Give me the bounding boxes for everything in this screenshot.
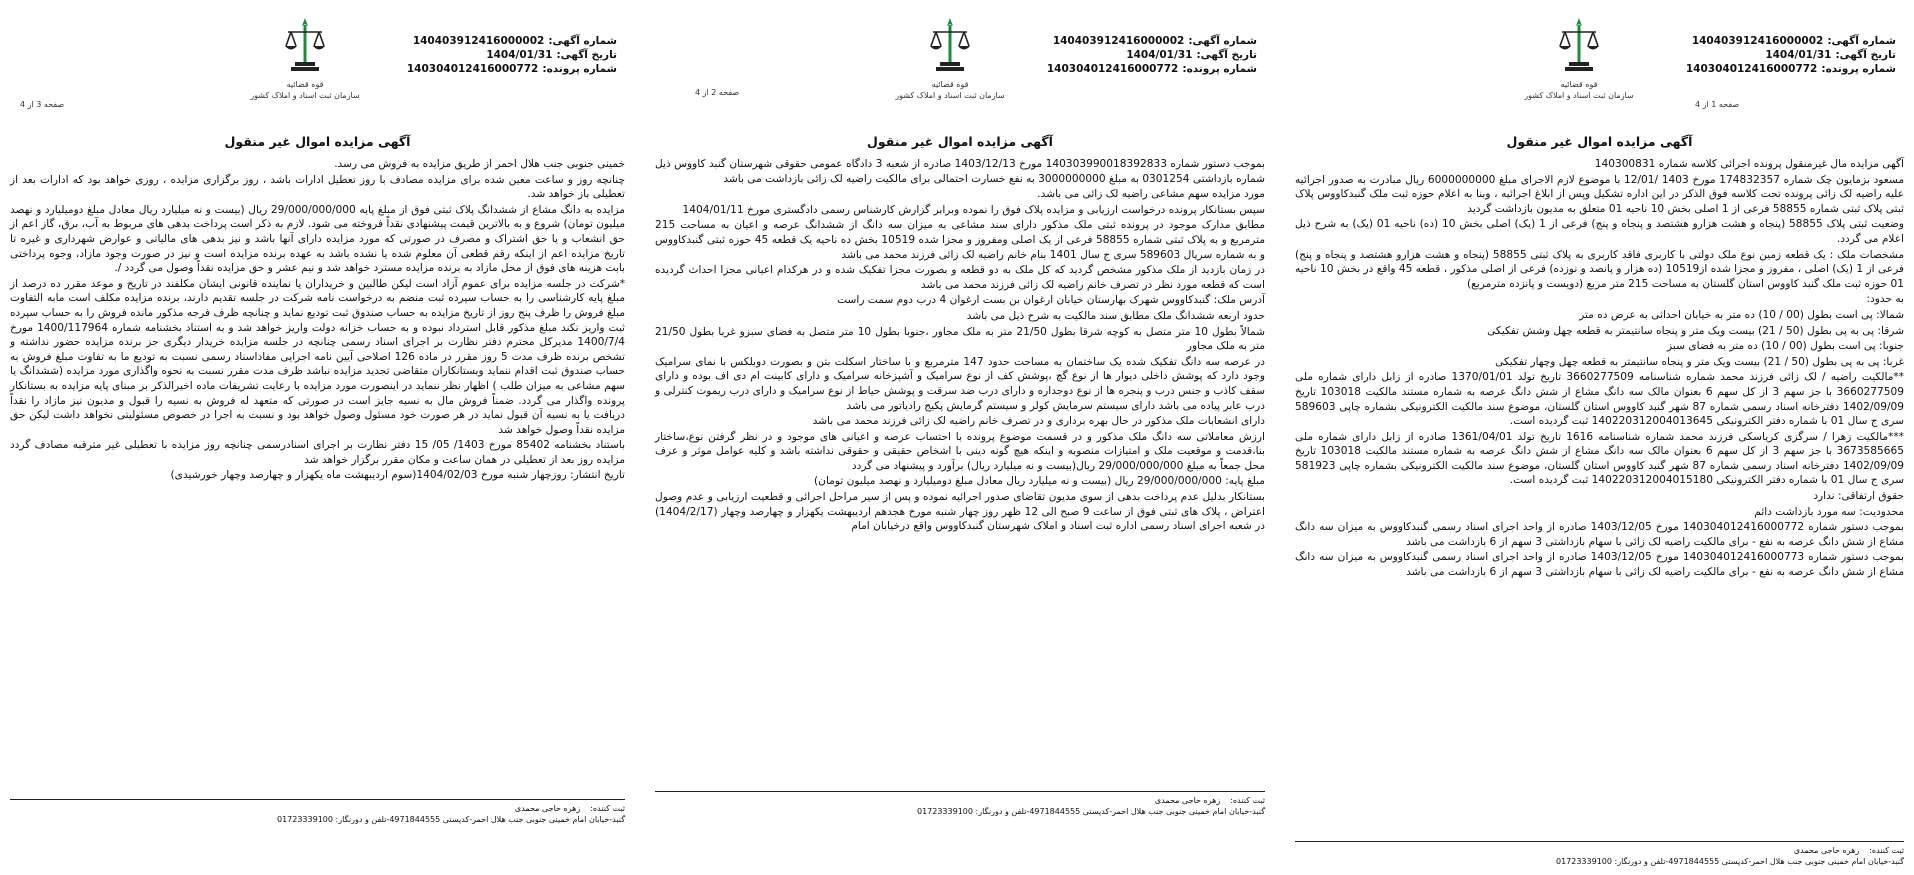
paragraph: محدودیت: سه مورد بازداشت دائم xyxy=(1754,505,1904,518)
page-number: صفحه 1 از 4 xyxy=(1695,100,1740,109)
notice-body xyxy=(10,157,625,483)
emblem-caption: قوه قضائیه xyxy=(931,80,969,89)
emblem-caption: قوه قضائیه xyxy=(286,80,324,89)
emblem-subcaption: سازمان ثبت اسناد و املاک کشور xyxy=(250,91,360,100)
page-3 xyxy=(0,0,635,875)
paragraph: دارای انشعابات ملک مذکور در حال بهره برداری و در تصرف خانم راضیه لک زائی فرزند محمد می باشد xyxy=(812,415,1265,428)
page-footer xyxy=(655,791,1265,817)
file-number-label: شماره پرونده: xyxy=(1182,63,1257,75)
registrar-name: زهره حاجی محمدی xyxy=(1793,846,1860,855)
paragraph: مشخصات ملک : یک قطعه زمین نوع ملک دولتی با کاربری فاقد کاربری به پلاک ثبتی 58855 (پنجاه و هشت هزارو هشتصد و پنجاه و پنج) فرعی از 1 (یک) اصلی ، مفروز و مجزا شده از10519 (ده هزار و پانصد و نوزده) فرعی از اصلی مذکور ، قطعه 45 واقع در بخش 10 ناحیه 01 حوزه ثبت ملک گنبد کاووس استان گلستان به مساحت 215 متر مربع (دویست و پانزده مترمربع) xyxy=(1295,248,1905,290)
page-header xyxy=(655,8,1265,130)
paragraph: در زمان بازدید از ملک مذکور مشخص گردید که کل ملک به دو قطعه و بصورت مجزا تفکیک شده و در هرکدام اعیانی مجزا احداث گردیده است که قطعه مورد نظر در تصرف خانم راضیه لک زائی فرزند محمد می باشد xyxy=(655,264,1265,291)
paragraph: جنوبا: پی است بطول (00 / 10) ده متر به فضای سبز xyxy=(1667,340,1904,353)
ad-meta xyxy=(1686,34,1896,76)
paragraph: آدرس ملک: گنبدکاووس شهرک بهارستان خیابان ارغوان بن بست ارغوان 4 درب دوم سمت راست xyxy=(837,294,1265,307)
paragraph: شمالا: پی است بطول (00 / 10) ده متر به خیابان احداثی به عرض ده متر xyxy=(1579,308,1904,321)
scales-emblem-icon xyxy=(1557,16,1601,78)
registrar-label: ثبت کننده: xyxy=(1230,796,1265,805)
ad-meta xyxy=(407,34,617,76)
paragraph: بستانکار بدلیل عدم پرداخت بدهی از سوی مدیون تقاضای صدور اجرائیه نموده و پس از سیر مراحل اجرائی و قطعیت ارزیابی و عدم وصول اعتراض ، پلاک های ثبتی فوق از ساعت 9 صبح الی 12 ظهر روز چهار شنبه مورخ هجدهم اردیبهشت یکهزار و چهارصد وچهار (1404/2/17) در شعبه اجرای اسناد رسمی اداره ثبت اسناد و املاک شهرستان گنبدکاووس واقع درخیابان امام xyxy=(655,491,1265,533)
file-number: 140304012416000772 xyxy=(1685,63,1818,75)
paragraph: شمالاً بطول 10 متر متصل به کوچه شرقا بطول 21/50 متر به ملک مجاور ،جنوبا بطول 10 متر متصل به فضای سبزو غربا بطول 21/50 متر به ملک مجاور xyxy=(655,325,1265,353)
paragraph: بموجب دستور شماره 140304012416000772 مورخ 1403/12/05 صادره از واحد اجرای اسناد رسمی گنبدکاووس به میزان سه دانگ مشاع از شش دانگ عرصه به نفع - برای مالکیت راضیه لک زائی با سهام بازداشتی 3 سهم از 6 بازداشت می باشد xyxy=(1295,521,1904,548)
ad-date: 1404/01/31 xyxy=(1126,49,1193,61)
page-header xyxy=(1295,8,1904,130)
notice-body xyxy=(1295,157,1904,580)
ad-number-label: شماره آگهی: xyxy=(1827,35,1896,47)
paragraph: به حدود: xyxy=(1866,293,1904,306)
emblem-subcaption: سازمان ثبت اسناد و املاک کشور xyxy=(1524,91,1634,100)
scales-emblem-icon xyxy=(283,16,327,78)
page-footer xyxy=(10,799,625,825)
paragraph: غربا: پی به پی بطول (50 / 21) بیست ویک متر و پنجاه سانتیمتر به قطعه چهل وچهار تفکیکی xyxy=(1495,355,1904,368)
paragraph: **مالکیت راضیه / لک زائی فرزند محمد شماره شناسنامه 3660277509 تاریخ تولد 1370/01/01 صادره از زابل دارای شماره ملی 3660277509 با جز سهم 3 از کل سهم 6 بعنوان مالک سه دانگ مشاع از شش دانگ عرصه به شماره مستند مالکیت 103018 تاریخ 1402/09/09 دفترخانه اسناد رسمی شماره 87 شهر گنبد کاووس استان گلستان، موضوع سند مالکیت الکترونیکی بشماره چاپی 589603 سری ج سال 01 با شماره دفتر الکترونیکی 140220312004013645 ثبت گردیده است. xyxy=(1295,371,1904,428)
paragraph: سپس بستانکار پرونده درخواست ارزیابی و مزایده پلاک فوق را نموده وبرابر گزارش کارشناس رسمی دادگستری مورخ 1404/01/11 xyxy=(682,203,1265,216)
page-footer xyxy=(1295,841,1904,867)
paragraph: مزایده به دانگ مشاع از ششدانگ پلاک ثبتی فوق از مبلغ پایه 29/000/000/000 ریال (بیست و نه میلیارد ریال معادل مبلغ دومیلیارد و نهصد میلیون تومان) شروع و به بالاترین قیمت پیشنهادی نقداً فروخته می شود. لازم به ذکر است پرداخت بدهی های مربوط به آب، برق، گاز اعم از حق انشعاب و یا حق اشتراک و مصرف در صورتی که مورد مزایده دارای آنها باشد و نیز بدهی های مالیاتی و عوارض شهرداری و غیره تا تاریخ مزایده اعم از اینکه رقم قطعی آن معلوم شده یا نشده باشد به عهده برنده مزایده است و نیز در صورت وجود مازاد، وجوه پرداختی بابت هزینه های فوق از محل مازاد به برنده مزایده مسترد خواهد شد و نیم عشر و حق مزایده نقداً وصول می گردد /. xyxy=(10,203,625,275)
emblem-subcaption: سازمان ثبت اسناد و املاک کشور xyxy=(895,91,1005,100)
registrar-name: زهره حاجی محمدی xyxy=(514,804,581,813)
paragraph: ارزش معاملاتی سه دانگ ملک مذکور و در قسمت موضوع پرونده با احتساب عرصه و اعیانی های موجود و در نظر گرفتن نوع،ساختار بنا،قدمت و موقعیت ملک و امتیازات منصوبه و اینکه هیچ گونه دینی با اشخاص حقیقی و حقوقی نداشته باشد و کلیه عوامل موثر و عرف محل جمعاً به مبلغ 29/000/000/000 ریال(بیست و نه میلیارد ریال) برآورد و پیشنهاد می گردد xyxy=(655,430,1265,472)
ad-date: 1404/01/31 xyxy=(1765,49,1832,61)
paragraph: بموجب دستور شماره 140303990018392833 مورخ 1403/12/13 صادره از شعبه 3 دادگاه عمومی حقوقی شهرستان گنبد کاووس ذیل شماره بازداشتی 0301254 به مبلغ 3000000000 به نفع خسارت احتمالی برای مالکیت راضیه لک زائی بازداشت می باشد xyxy=(655,158,1266,185)
notice-title: آگهی مزایده اموال غیر منقول xyxy=(1506,134,1693,149)
paragraph: آگهی مزایده مال غیرمنقول پرونده اجرائی کلاسه شماره 140300831 xyxy=(1594,158,1904,170)
paragraph: تاریخ انتشار: روزچهار شنبه مورخ 1404/02/03(سوم اردیبهشت ماه یکهزار و چهارصد وچهار خورشیدی) xyxy=(170,469,625,482)
paragraph: *شرکت در جلسه مزایده برای عموم آزاد است لیکن طالبین و خریداران یا نماینده قانونی ایشان مکلفند در تاریخ و موعد مقرر ده درصد از مبلغ پایه کارشناسی را به حساب سپرده ثبت منضم به درخواست نامه شرکت در جلسه تقدیم دارند، برنده مزایده مکلف است مابه التفاوت مبلغ فروش را ظرف پنج روز از تاریخ مزایده به حساب صندوق ثبت تودیع نماید و چنانچه ظرف فرجه مذکور مانده فروش را به حساب سپرده ثبت واریز نکند مبلغ مذکور قابل استرداد نبوده و به حساب خزانه دولت واریز خواهد شد و به استناد بخشنامه شماره 1400/117964 مورخ 1400/7/4 مدیرکل محترم دفتر نظارت بر اجرای اسناد رسمی چنانچه در جلسه مزایده خریدار دیگری جز برنده مزایده حضور نداشته و تشخص برنده ظرف مدت 5 روز مقرر در ماده 126 اصلاحی آیین نامه اجرایی مفاداسناد رسمی نسبت به تودیع ما به تفاوت مبلغ فروش به حساب صندوق ثبت اقدام ننماید وبستانکاران متقاضی تجدید مزایده نباشد ظرف مدت مقرر نسبت به نحوه واگذاری مورد مزایده (ششدانگ یا سهم مشاعی به میزان طلب ) اظهار نظر ننماید در اینصورت مورد مزایده با رعایت تشریفات ماده اخیرالذکر بر مبنای پایه مزایده به بستانکار پرونده واگذار می گردد. ضمناً فروش مال به نسیه جایز است در صورتی که متعهد له فروش به نسیه را قبول و مدیون نیز مازاد را نقداً دریافت یا به نسیه آن قبول نماید در هر صورت خود مسئول وصول خواهد بود و نسبت به اجرا در خصوص مسئولیتی نخواهد داشت لیکن حق مزایده نقداً وصول خواهد شد xyxy=(10,277,625,436)
ad-date-label: تاریخ آگهی: xyxy=(1196,49,1257,61)
notice-title: آگهی مزایده اموال غیر منقول xyxy=(224,134,411,149)
registrar-label: ثبت کننده: xyxy=(1869,846,1904,855)
page-header xyxy=(10,8,625,130)
ad-number-label: شماره آگهی: xyxy=(1188,35,1257,47)
judiciary-emblem xyxy=(245,16,365,100)
file-number-label: شماره پرونده: xyxy=(542,63,617,75)
registrar-name: زهره حاجی محمدی xyxy=(1154,796,1221,805)
judiciary-emblem xyxy=(890,16,1010,100)
office-address: گنبد-خیابان امام خمینی جنوبی جنب هلال احمر-کدپستی 4971844555-تلفن و دورنگار: 01723339100 xyxy=(916,807,1265,816)
paragraph: باستناد بخشنامه 85402 مورخ 1403/ 05/ 15 دفتر نظارت بر اجرای اسنادرسمی چنانچه روز مزایده با تعطیلی غیر مترقبه مصادف گردد مزایده روز بعد از تعطیلی در همان ساعت و مکان مقرر برگزار خواهد شد xyxy=(10,439,626,466)
ad-number-label: شماره آگهی: xyxy=(548,35,617,47)
paragraph: در عرصه سه دانگ تفکیک شده یک ساختمان به مساحت حدود 147 مترمربع و با ساختار اسکلت بتن و بصورت دوبلکس با نمای سرامیک وجود دارد که پوشش داخلی دیوار ها از نوع گچ ،پوشش کف از نوع سرامیک و آشپزخانه سرامیک و دارای کابینت ام دی اف بوده و دارای سقف کاذب و جنس درب و پنجره ها از نوع دوجداره و دارای درب ضد سرقت و پوشش حیاط از نوع سرامیک و دارای درب ریموت کنترلی و درب عابر پیاده می باشد دارای سیستم سرمایش کولر و سیستم گرمایش پکیج رادیاتور می باشد xyxy=(655,355,1265,412)
paragraph: خمینی جنوبی جنب هلال احمر از طریق مزایده به فروش می رسد. xyxy=(334,158,625,170)
ad-number: 140403912416000002 xyxy=(1691,35,1824,47)
paragraph: مطابق مدارک موجود در پرونده ثبتی ملک مذکور دارای سند مشاعی به میزان سه دانگ از ششدانگ عرصه و اعیان به مساحت 215 مترمربع و به پلاک ثبتی شماره 58855 فرعی از یک اصلی ومفروز و مجزا شده 10519 بخش ده ناحیه یک قطعه 45 حوزه ثبتی گنبدکاووس و به شماره سریال 589603 سری ج سال 1401 بنام خانم راضیه لک زائی فرزند محمد می باشد xyxy=(655,219,1265,261)
page-number: صفحه 2 از 4 xyxy=(695,88,740,97)
page-1 xyxy=(1285,0,1914,875)
file-number: 140304012416000772 xyxy=(406,63,539,75)
file-number-label: شماره پرونده: xyxy=(1821,63,1896,75)
notice-body xyxy=(655,157,1265,534)
paragraph: ***مالکیت زهرا / سرگزی کریاسکی فرزند محمد شماره شناسنامه 1616 تاریخ تولد 1361/04/01 صادره از زابل دارای شماره ملی 3673585665 با جز سهم 3 از کل سهم 6 بعنوان مالک سه دانگ مشاع از شش دانگ عرصه به شماره مستند مالکیت 103018 تاریخ 1402/09/09 دفترخانه اسناد رسمی شماره 87 شهر گنبد کاووس استان گلستان، موضوع سند مالکیت الکترونیکی بشماره چاپی 581923 سری ج سال 01 با شماره دفتر الکترونیکی 140220312004015180 ثبت گردیده است. xyxy=(1295,430,1904,487)
ad-date-label: تاریخ آگهی: xyxy=(1835,49,1896,61)
registrar-label: ثبت کننده: xyxy=(590,804,625,813)
emblem-caption: قوه قضائیه xyxy=(1560,80,1598,89)
scales-emblem-icon xyxy=(928,16,972,78)
paragraph: حقوق ارتفاقی: ندارد xyxy=(1813,490,1904,503)
ad-number: 140403912416000002 xyxy=(1052,35,1185,47)
paragraph: مبلغ پایه: 29/000/000/000 ریال (بیست و نه میلیارد ریال معادل مبلغ دومیلیارد و نهصد میلیون تومان) xyxy=(814,475,1265,488)
file-number: 140304012416000772 xyxy=(1046,63,1179,75)
ad-meta xyxy=(1047,34,1257,76)
paragraph: مسعود بزمایون چک شماره 174832357 مورخ 1403 /12/01 با موضوع لازم الاجرای مبلغ 6000000000 ریال مبادرت به صدور اجرائیه علیه راضیه لک زائی پرونده تحت کلاسه فوق الذکر در این اداره تشکیل وپس از ابلاغ اجرائیه ، وبنا به اعلام حوزه ثبت ملک گنبدکاووس پلاک ثبتی پلاک ثبتی شماره 58855 فرعی از 1 اصلی بخش 10 ناحیه 01 متعلق به مدیون بازداشت گردید xyxy=(1295,173,1905,215)
page-number: صفحه 3 از 4 xyxy=(20,100,65,109)
ad-date: 1404/01/31 xyxy=(486,49,553,61)
paragraph: حدود اربعه ششدانگ ملک مطابق سند مالکیت به شرح ذیل می باشد xyxy=(966,309,1265,322)
ad-number: 140403912416000002 xyxy=(412,35,545,47)
paragraph: وضعیت ثبتی پلاک 58855 (پنجاه و هشت هزارو هشتصد و پنجاه و پنج) فرعی از 1 (یک) اصلی بخش 10 (ده) ناحیه 01 (یک) به شرح ذیل اعلام می گردد. xyxy=(1295,218,1904,245)
office-address: گنبد-خیابان امام خمینی جنوبی جنب هلال احمر-کدپستی 4971844555-تلفن و دورنگار: 01723339100 xyxy=(276,815,625,824)
paragraph: چنانچه روز و ساعت معین شده برای مزایده مصادف با روز تعطیل ادارات باشد ، روز برگزاری مزایده ، روزی خواهد بود که ادارات بعد از تعطیلی باز خواهد شد. xyxy=(10,173,625,201)
judiciary-emblem xyxy=(1519,16,1639,100)
paragraph: شرقا: پی به پی بطول (50 / 21) بیست ویک متر و پنجاه سانتیمتر به قطعه چهل وشش تفکیکی xyxy=(1487,324,1904,337)
notice-title: آگهی مزایده اموال غیر منقول xyxy=(867,134,1053,149)
office-address: گنبد-خیابان امام خمینی جنوبی جنب هلال احمر-کدپستی 4971844555-تلفن و دورنگار: 01723339100 xyxy=(1555,857,1904,866)
paragraph: بموجب دستور شماره 140304012416000773 مورخ 1403/12/05 صادره از واحد اجرای اسناد رسمی گنبدکاووس به میزان سه دانگ مشاع از شش دانگ عرصه به نفع - برای مالکیت راضیه لک زائی با سهام بازداشتی 3 سهم از 6 بازداشت می باشد xyxy=(1295,551,1904,579)
paragraph: مورد مزایده سهم مشاعی راضیه لک زائی می باشد. xyxy=(1037,188,1265,201)
ad-date-label: تاریخ آگهی: xyxy=(556,49,617,61)
page-2 xyxy=(645,0,1275,875)
